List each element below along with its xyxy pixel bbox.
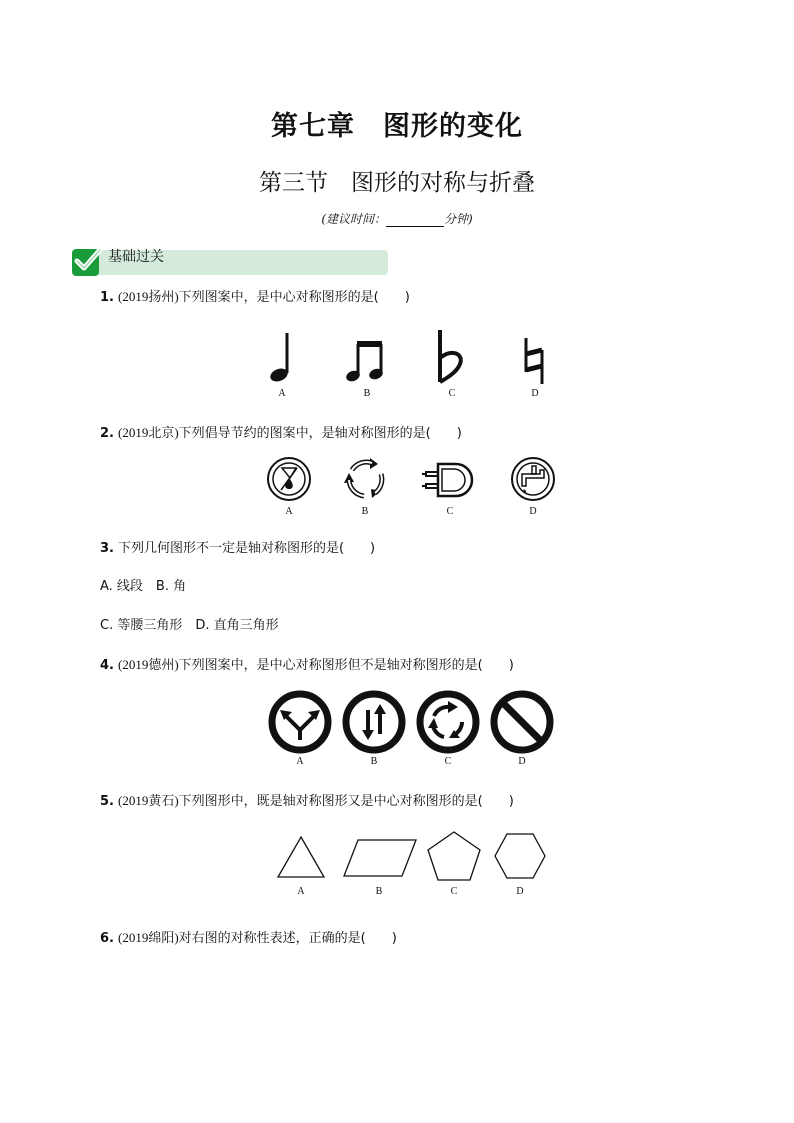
option-label-c: C [448,388,456,399]
question-5 [100,790,514,809]
parallelogram-icon [342,838,418,878]
no-entry-sign-icon [490,690,554,754]
suggested-time [0,210,794,227]
option-label-c: C [450,886,458,897]
question-1 [100,286,410,305]
time-suffix: 分钟) [444,212,473,226]
natural-sign-icon [520,336,550,386]
save-water-icon [266,456,312,502]
question-text: 下列图形中，既是轴对称图形又是中心对称图形的是( ) [178,794,514,809]
question-text: 对右图的对称性表述，正确的是( ) [178,931,397,946]
question-number: 5. [100,794,114,809]
question-source: (2019黄石) [117,793,179,808]
time-prefix: (建议时间： [321,212,386,226]
question-3 [100,537,375,556]
question-source: (2019扬州) [117,289,179,304]
question-number: 1. [100,290,114,305]
recycle-arrows-icon [342,456,388,502]
question-4 [100,654,514,673]
chapter-title: 第七章 图形的变化 [271,111,523,142]
flat-sign-icon [432,328,472,386]
question-text: 下列倡导节约的图案中，是轴对称图形的是( ) [178,426,462,441]
checkmark-icon [71,246,103,278]
time-blank [386,214,444,227]
question-number: 4. [100,658,114,673]
question-source: (2019德州) [117,657,179,672]
option-label-a: A [285,506,293,517]
choices-line-2: C. 等腰三角形 D. 直角三角形 [100,618,279,633]
option-label-d: D [516,886,524,897]
option-label-d: D [529,506,537,517]
pentagon-icon [426,830,482,882]
plug-icon [420,460,476,500]
option-label-d: D [531,388,539,399]
option-label-b: B [361,506,369,517]
question-number: 2. [100,426,114,441]
option-label-b: B [363,388,371,399]
option-label-a: A [296,756,304,767]
question-text: 下列几何图形不一定是轴对称图形的是( ) [117,541,376,556]
question-source: (2019北京) [117,425,179,440]
option-label-b: B [370,756,378,767]
choices-line-1: A. 线段 B. 角 [100,579,187,594]
question-6 [100,927,397,946]
triangle-icon [276,834,326,880]
question-source: (2019绵阳) [117,930,179,945]
option-label-a: A [297,886,305,897]
option-label-a: A [278,388,286,399]
option-label-c: C [444,756,452,767]
roundabout-sign-icon [416,690,480,754]
section-title: 第三节 图形的对称与折叠 [259,170,535,196]
question-text: 下列图案中，是中心对称图形但不是轴对称图形的是( ) [178,658,514,673]
option-label-d: D [518,756,526,767]
question-number: 6. [100,931,114,946]
two-way-traffic-sign-icon [342,690,406,754]
eighth-notes-icon [344,336,389,386]
faucet-icon [510,456,556,502]
question-2 [100,422,462,441]
option-label-c: C [446,506,454,517]
hexagon-icon [493,832,547,880]
diverging-arrows-sign-icon [268,690,332,754]
banner-label: 基础过关 [108,249,164,265]
option-label-b: B [375,886,383,897]
question-text: 下列图案中，是中心对称图形的是( ) [178,290,410,305]
quarter-note-icon [262,330,302,385]
question-number: 3. [100,541,114,556]
